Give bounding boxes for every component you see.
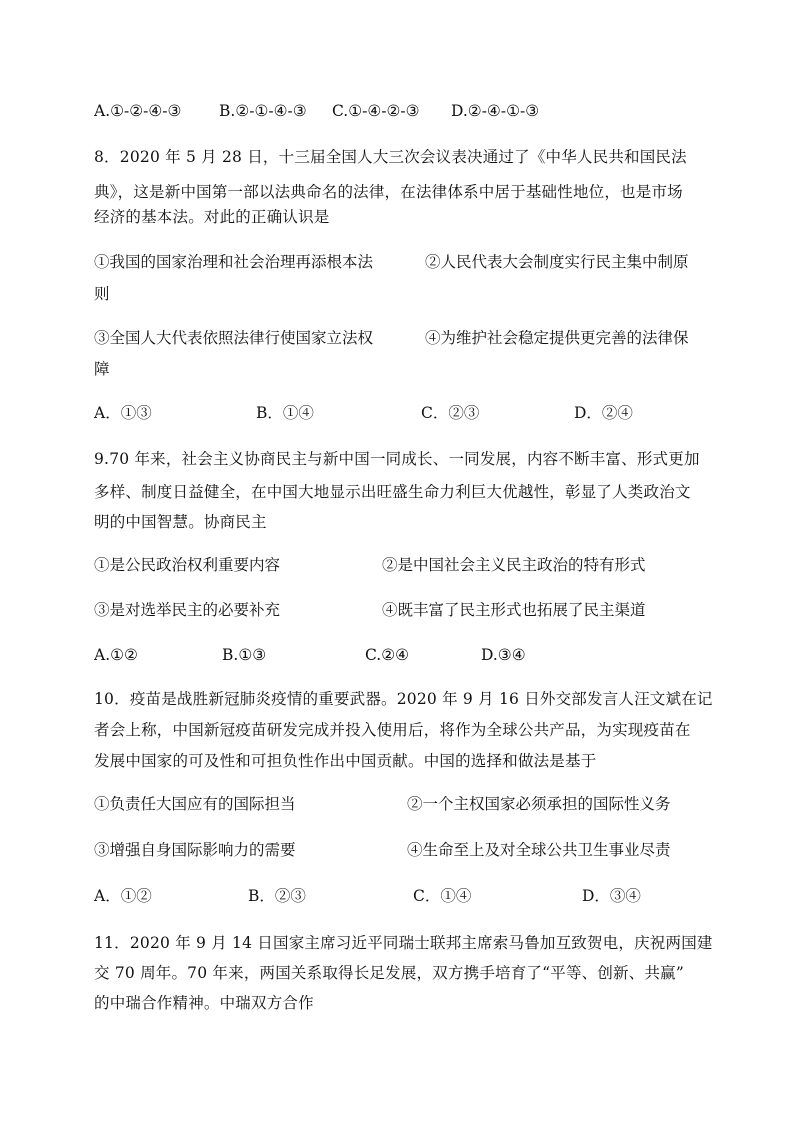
q7-option-d: D.②-④-①-③ xyxy=(451,102,540,120)
q10-statement-3: ③增强自身国际影响力的需要 xyxy=(94,841,296,859)
q9-option-b: B.①③ xyxy=(222,646,267,664)
q8-statement-4-cont: 障 xyxy=(94,360,110,378)
q10-options xyxy=(94,886,704,906)
q10-option-d: D．③④ xyxy=(582,887,641,905)
q8-stem-line-1: 8．2020 年 5 月 28 日，十三届全国人大三次会议表决通过了《中华人民共和国民法 xyxy=(94,148,687,166)
q8-option-b: B．①④ xyxy=(256,404,314,422)
q10-stem-line-3: 发展中国家的可及性和可担负性作出中国贡献。中国的选择和做法是基于 xyxy=(94,752,597,770)
q8-statements-row-1 xyxy=(94,252,704,272)
q8-statement-3: ③全国人大代表依照法律行使国家立法权 xyxy=(94,329,374,347)
q10-option-b: B．②③ xyxy=(248,887,306,905)
q10-stem-line-1: 10．疫苗是战胜新冠肺炎疫情的重要武器。2020 年 9 月 16 日外交部发言人汪文斌在记 xyxy=(94,690,713,708)
q9-stem-line-2: 多样、制度日益健全，在中国大地显示出旺盛生命力利巨大优越性，彰显了人类政治文 xyxy=(94,483,691,501)
q10-stem-line-2: 者会上称，中国新冠疫苗研发完成并投入使用后，将作为全球公共产品，为实现疫苗在 xyxy=(94,721,691,739)
q8-option-a: A．①③ xyxy=(94,404,152,422)
q9-statement-4: ④既丰富了民主形式也拓展了民主渠道 xyxy=(382,601,646,619)
q7-options xyxy=(94,101,704,121)
q11-stem-line-3: 的中瑞合作精神。中瑞双方合作 xyxy=(94,994,314,1012)
q11-stem-line-1: 11．2020 年 9 月 14 日国家主席习近平同瑞士联邦主席索马鲁加互致贺电，庆祝两国建 xyxy=(94,934,713,952)
q8-options xyxy=(94,403,704,423)
q10-statement-1: ①负责任大国应有的国际担当 xyxy=(94,795,296,813)
q8-statement-1: ①我国的国家治理和社会治理再添根本法 xyxy=(94,253,374,271)
q9-stem-line-1: 9.70 年来，社会主义协商民主与新中国一同成长、一同发展，内容不断丰富、形式更加 xyxy=(94,450,700,468)
q8-option-d: D．②④ xyxy=(574,404,633,422)
q9-statement-2: ②是中国社会主义民主政治的特有形式 xyxy=(382,556,646,574)
q10-statements-row-1 xyxy=(94,794,704,814)
q8-option-c: C．②③ xyxy=(421,404,480,422)
q8-statements-row-2 xyxy=(94,328,704,348)
q8-statement-2: ②人民代表大会制度实行民主集中制原 xyxy=(425,253,689,271)
q10-option-c: C．①④ xyxy=(413,887,472,905)
q10-option-a: A．①② xyxy=(94,887,152,905)
q11-stem-line-2: 交 70 周年。70 年来，两国关系取得长足发展，双方携手培育了“平等、创新、共赢” xyxy=(94,964,684,982)
q9-statements-row-2 xyxy=(94,600,704,620)
q9-statement-3: ③是对选举民主的必要补充 xyxy=(94,601,281,619)
q9-statement-1: ①是公民政治权利重要内容 xyxy=(94,556,281,574)
q9-option-c: C.②④ xyxy=(365,646,410,664)
q9-options xyxy=(94,645,704,665)
q9-option-d: D.③④ xyxy=(481,646,526,664)
q7-option-a: A.①-②-④-③ xyxy=(94,102,182,120)
q10-statements-row-2 xyxy=(94,840,704,860)
q8-statement-4: ④为维护社会稳定提供更完善的法律保 xyxy=(425,329,689,347)
q7-option-c: C.①-④-②-③ xyxy=(332,102,420,120)
q7-option-b: B.②-①-④-③ xyxy=(219,102,307,120)
q8-stem-line-2: 典》，这是新中国第一部以法典命名的法律，在法律体系中居于基础性地位，也是市场 xyxy=(94,183,683,201)
q9-stem-line-3: 明的中国智慧。协商民主 xyxy=(94,513,267,531)
q9-statements-row-1 xyxy=(94,555,704,575)
q10-statement-2: ②一个主权国家必须承担的国际性义务 xyxy=(407,795,671,813)
q8-statement-2-cont: 则 xyxy=(94,285,110,303)
q10-statement-4: ④生命至上及对全球公共卫生事业尽责 xyxy=(407,841,671,859)
q9-option-a: A.①② xyxy=(94,646,138,664)
q8-stem-line-3: 经济的基本法。对此的正确认识是 xyxy=(94,208,330,226)
